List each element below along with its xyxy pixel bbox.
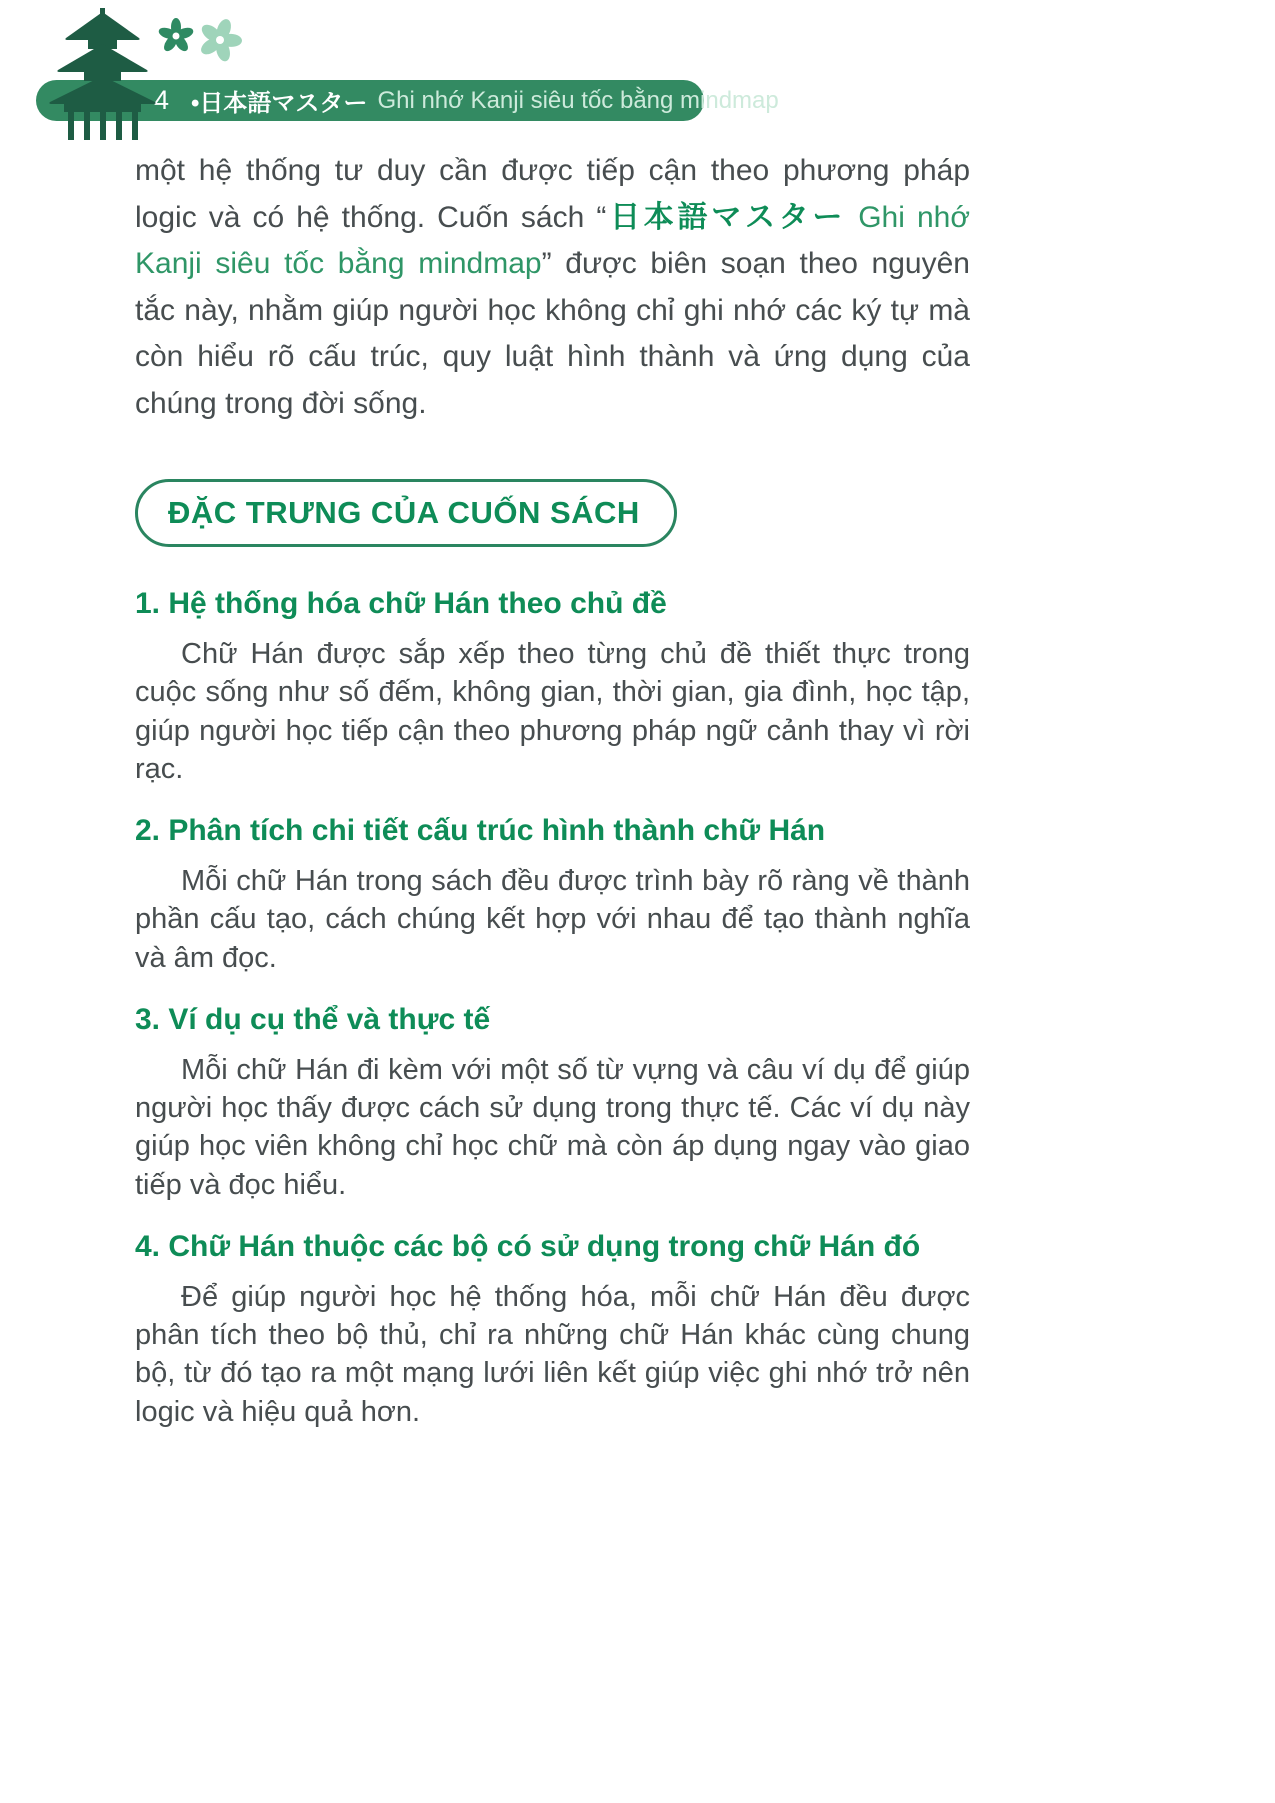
- page-header: [0, 0, 1275, 150]
- feature-section-4: [135, 1230, 970, 1431]
- intro-text-2: ” được biên soạn theo nguyên tắc này, nhằm giúp người học không chỉ ghi nhớ các ký tự mà còn hiểu rõ cấu trúc, quy luật hình thành và ứng dụng của chúng trong đời sống.: [135, 247, 970, 420]
- header-book-subtitle: Ghi nhớ Kanji siêu tốc bằng mindmap: [377, 86, 779, 114]
- section-body: Mỗi chữ Hán trong sách đều được trình bày rõ ràng về thành phần cấu tạo, cách chúng kết hợp với nhau để tạo thành nghĩa và âm đọc.: [135, 865, 970, 974]
- intro-text-1: một hệ thống tư duy cần được tiếp cận theo phương pháp logic và có hệ thống. Cuốn sách “: [135, 154, 970, 234]
- flower-icon: [198, 17, 242, 63]
- feature-section-1: [135, 587, 970, 788]
- section-title: 2. Phân tích chi tiết cấu trúc hình thành chữ Hán: [135, 814, 826, 848]
- header-book-title-jp: •日本語マスター: [191, 90, 368, 117]
- section-title: 4. Chữ Hán thuộc các bộ có sử dụng trong chữ Hán đó: [135, 1229, 921, 1263]
- features-heading-label: ĐẶC TRƯNG CỦA CUỐN SÁCH: [168, 495, 640, 530]
- flower-icon: [157, 18, 194, 54]
- section-body: Để giúp người học hệ thống hóa, mỗi chữ Hán đều được phân tích theo bộ thủ, chỉ ra những chữ Hán khác cùng chung bộ, từ đó tạo ra một mạng lưới liên kết giúp việc ghi nhớ trở nên logic và hiệu quả hơn.: [135, 1280, 970, 1428]
- section-body: Chữ Hán được sắp xếp theo từng chủ đề thiết thực trong cuộc sống như số đếm, không gian, thời gian, gia đình, học tập, giúp người học tiếp cận theo phương pháp ngữ cảnh thay vì rời rạc.: [135, 638, 970, 785]
- book-title-jp: 日本語マスター: [606, 200, 847, 234]
- section-title: 1. Hệ thống hóa chữ Hán theo chủ đề: [135, 587, 667, 620]
- section-body: Mỗi chữ Hán đi kèm với một số từ vựng và câu ví dụ để giúp người học thấy được cách sử dụng trong thực tế. Các ví dụ này giúp học viên không chỉ học chữ mà còn áp dụng ngay vào giao tiếp và đọc hiểu.: [135, 1053, 970, 1201]
- section-title: 3. Ví dụ cụ thể và thực tế: [135, 1002, 491, 1036]
- features-heading-wrap: [135, 479, 970, 547]
- pagoda-icon: [48, 6, 248, 146]
- book-title-vi: Ghi nhớ Kanji siêu tốc bằng mindmap: [135, 200, 970, 280]
- page-number: 4: [154, 85, 170, 115]
- features-heading-box: [135, 479, 677, 547]
- intro-paragraph: [135, 148, 970, 427]
- page-content: [135, 148, 970, 1457]
- feature-section-2: [135, 814, 970, 977]
- feature-section-3: [135, 1003, 970, 1204]
